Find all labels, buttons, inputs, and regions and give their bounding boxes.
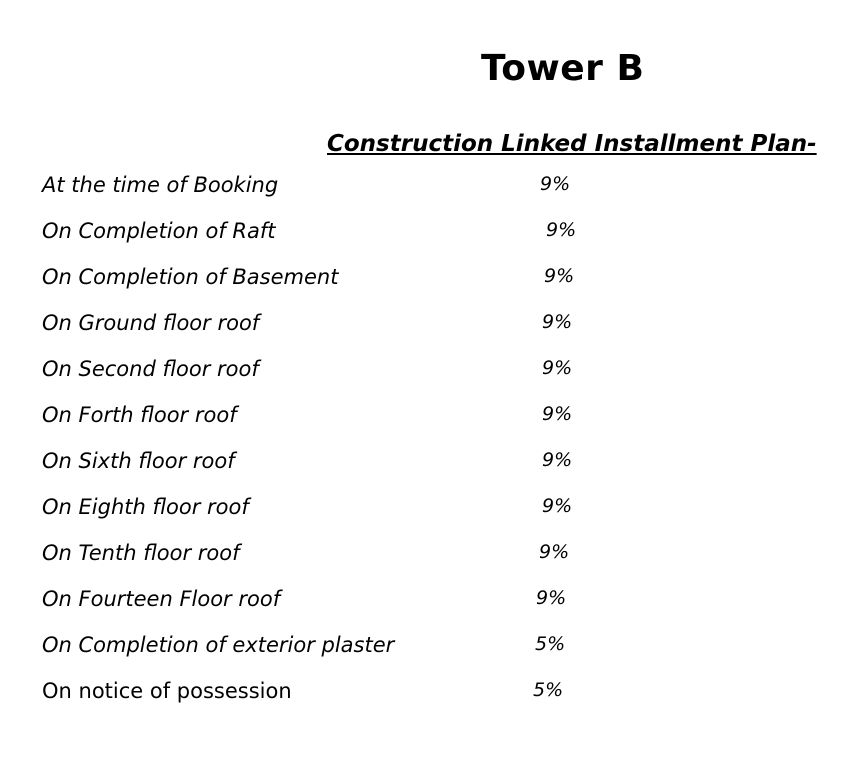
installment-row [0, 587, 860, 621]
installment-label: On Fourteen Floor roof [42, 587, 281, 611]
installment-row [0, 265, 860, 299]
installment-percentage: 9% [542, 357, 573, 379]
installment-percentage: 9% [542, 495, 573, 517]
installment-percentage: 9% [539, 541, 570, 563]
installment-row [0, 173, 860, 207]
installment-row [0, 449, 860, 483]
installment-row [0, 403, 860, 437]
installment-percentage: 9% [546, 219, 577, 241]
installment-percentage: 9% [542, 311, 573, 333]
installment-label: On Completion of Basement [42, 265, 339, 289]
installment-label: On Forth floor roof [42, 403, 237, 427]
installment-percentage: 5% [535, 633, 566, 655]
installment-percentage: 9% [542, 403, 573, 425]
installment-percentage: 5% [533, 679, 564, 701]
installment-percentage: 9% [540, 173, 571, 195]
installment-row [0, 633, 860, 667]
installment-label: At the time of Booking [42, 173, 279, 197]
installment-label: On Eighth floor roof [42, 495, 249, 519]
installment-percentage: 9% [536, 587, 567, 609]
page-title: Tower B [481, 48, 645, 89]
installment-row [0, 679, 860, 713]
installment-label: On Tenth floor roof [42, 541, 240, 565]
installment-percentage: 9% [544, 265, 575, 287]
installment-label: On Sixth floor roof [42, 449, 235, 473]
installment-row [0, 219, 860, 253]
installment-row [0, 495, 860, 529]
installment-label: On Completion of Raft [42, 219, 276, 243]
installment-label: On notice of possession [42, 679, 292, 703]
installment-row [0, 311, 860, 345]
installment-label: On Ground floor roof [42, 311, 260, 335]
installment-label: On Second floor roof [42, 357, 259, 381]
installment-label: On Completion of exterior plaster [42, 633, 395, 657]
installment-percentage: 9% [542, 449, 573, 471]
plan-heading: Construction Linked Installment Plan- [327, 131, 817, 157]
installment-row [0, 541, 860, 575]
installment-row [0, 357, 860, 391]
